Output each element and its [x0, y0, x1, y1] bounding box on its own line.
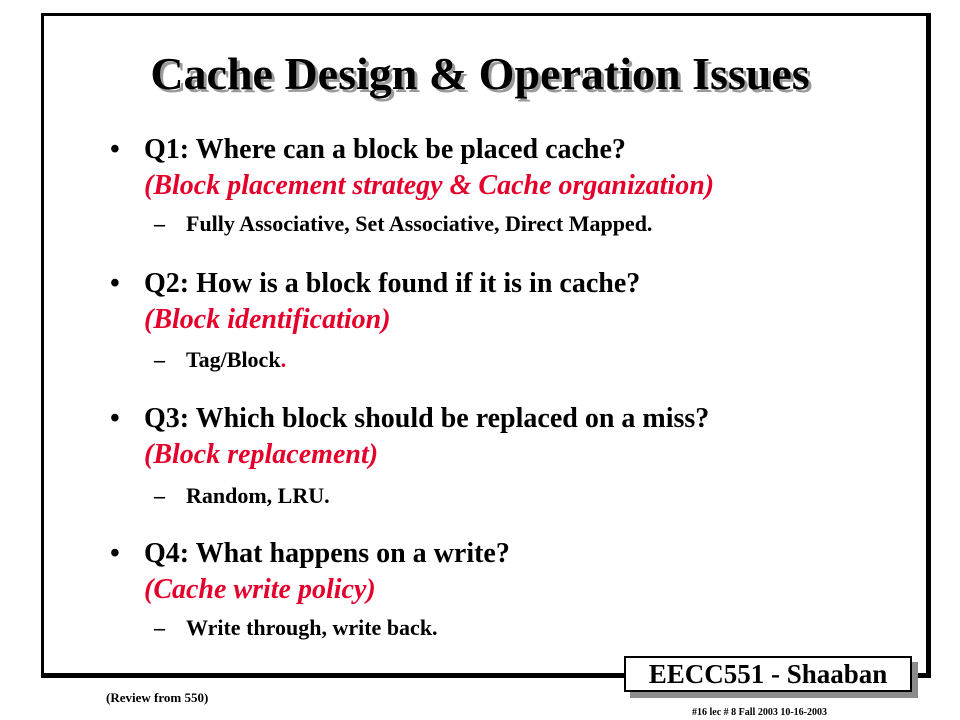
slide-title: Cache Design & Operation Issues [150, 48, 810, 99]
question-4-subtitle: (Cache write policy) [144, 574, 376, 605]
dash-1: – [154, 211, 165, 236]
question-1: Q1: Where can a block be placed cache? [144, 134, 626, 165]
answer-2-line [186, 346, 286, 374]
course-badge [624, 656, 912, 692]
answer-4: Write through, write back. [186, 615, 438, 640]
bullet-2: • [110, 268, 120, 299]
question-1-subtitle: (Block placement strategy & Cache organization) [144, 170, 715, 201]
bullet-4: • [110, 538, 120, 569]
question-3-subtitle: (Block replacement) [144, 439, 379, 470]
question-4: Q4: What happens on a write? [144, 538, 510, 569]
question-2: Q2: How is a block found if it is in cache? [144, 268, 641, 299]
question-2-subtitle: (Block identification) [144, 304, 391, 335]
answer-3: Random, LRU. [186, 483, 330, 508]
slide-meta: #16 lec # 8 Fall 2003 10-16-2003 [692, 707, 827, 718]
course-badge-label: EECC551 - Shaaban [624, 656, 912, 692]
question-3: Q3: Which block should be replaced on a miss? [144, 403, 710, 434]
answer-2: Tag/Block [186, 347, 281, 372]
bullet-3: • [110, 403, 120, 434]
review-note: (Review from 550) [106, 690, 209, 705]
bullet-1: • [110, 134, 120, 165]
dash-4: – [154, 615, 165, 640]
dash-3: – [154, 483, 165, 508]
answer-1: Fully Associative, Set Associative, Direct Mapped. [186, 211, 653, 236]
dash-2: – [154, 347, 165, 372]
answer-2-red-period: . [280, 347, 287, 372]
